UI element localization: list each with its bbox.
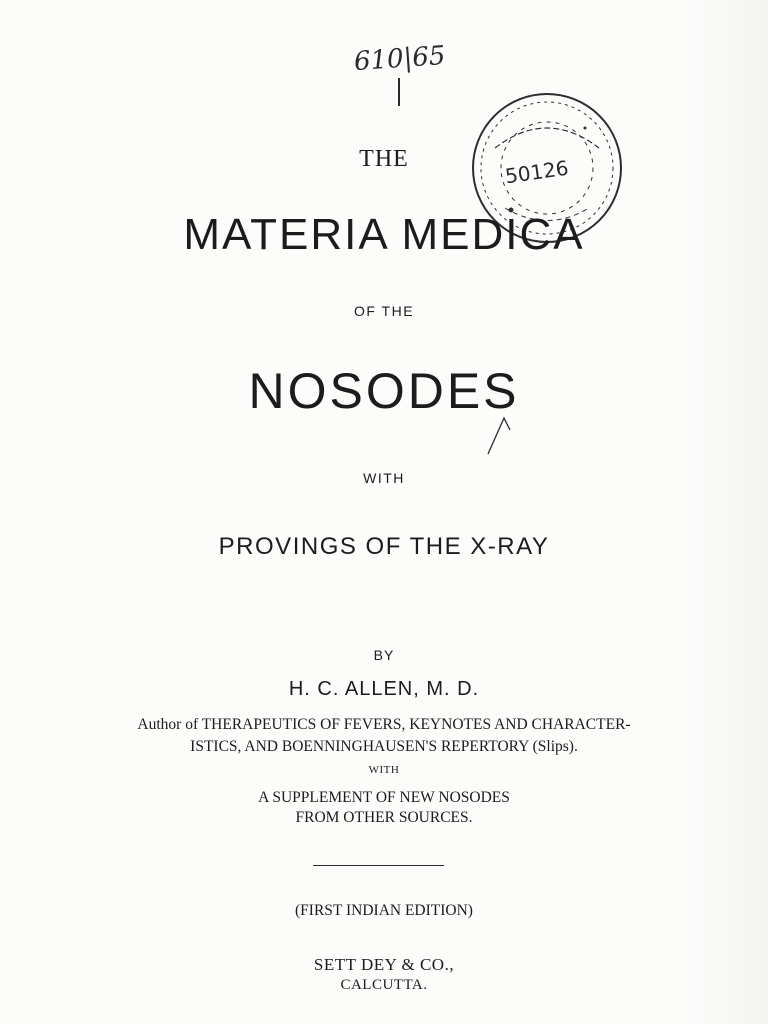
author-name: H. C. ALLEN, M. D.	[288, 678, 480, 700]
byline-by: BY	[373, 647, 395, 663]
title-the: THE	[359, 146, 409, 172]
handwritten-shelf-mark: 610|65	[348, 38, 468, 108]
author-credits-line-1: Author of THERAPEUTICS OF FEVERS, KEYNOTES AND CHARACTER-	[137, 716, 631, 733]
publisher-city: CALCUTTA.	[340, 977, 428, 993]
title-of-the: OF THE	[353, 303, 415, 319]
title-provings: PROVINGS OF THE X-RAY	[218, 533, 550, 560]
publisher-name: SETT DEY & CO.,	[313, 955, 455, 974]
supplement-line-1: A SUPPLEMENT OF NEW NOSODES	[258, 789, 510, 806]
edition-note: (FIRST INDIAN EDITION)	[295, 902, 473, 919]
supplement-line-2: FROM OTHER SOURCES.	[295, 809, 473, 826]
handwritten-caret-mark	[482, 412, 522, 462]
divider-rule	[313, 865, 444, 866]
page-title: MATERIA MEDICA	[183, 210, 585, 259]
title-subject: NOSODES	[248, 363, 520, 419]
author-credits-line-2: ISTICS, AND BOENNINGHAUSEN'S REPERTORY (Slips).	[190, 738, 578, 755]
stamp-accession-number: 50126	[503, 155, 570, 189]
title-with: WITH	[363, 470, 405, 486]
byline-with: WITH	[368, 764, 400, 776]
